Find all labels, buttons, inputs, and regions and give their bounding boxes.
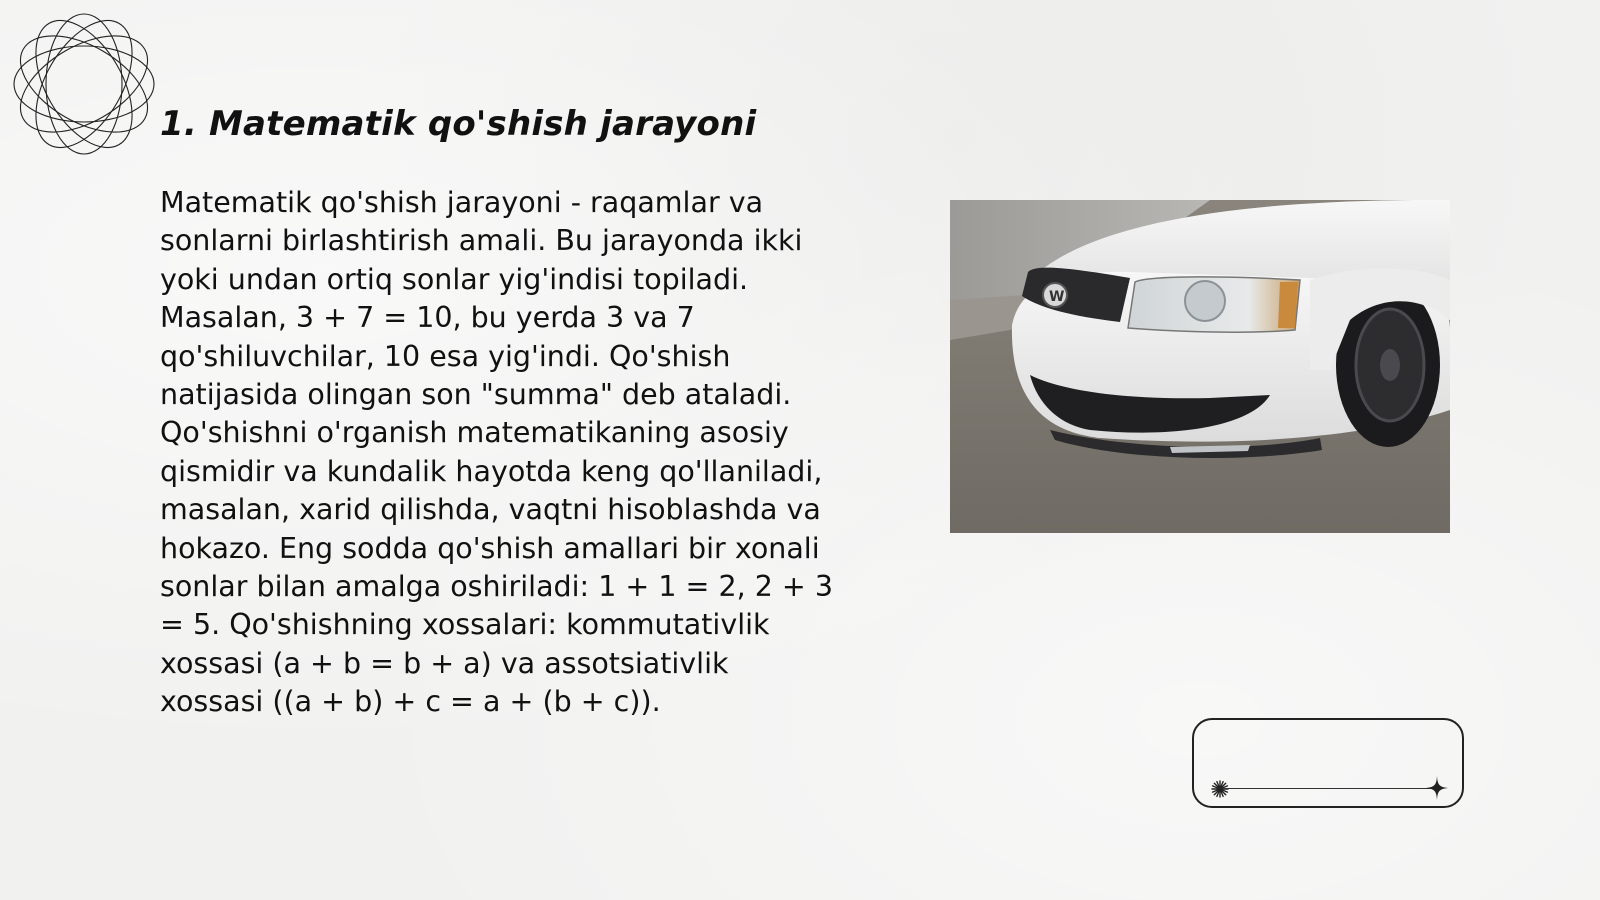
decorative-line: [1222, 788, 1436, 789]
slide-title: 1. Matematik qo'shish jarayoni: [160, 104, 757, 144]
sparkle-cross-icon: [1426, 776, 1448, 800]
svg-text:W: W: [1049, 289, 1065, 305]
slide-body-text: Matematik qo'shish jarayoni - raqamlar va sonlarni birlashtirish amali. Bu jarayonda ikki yoki undan ortiq sonlar yig'indisi topiladi. Masalan, 3 + 7 = 10, bu yerda 3 va 7 qo'shiluvchilar, 10 esa yig'indi. Qo'shish natijasida olingan son "summa" deb ataladi. Qo'shishni o'rganish matematikaning asosiy qismidir va kundalik hayotda keng qo'llaniladi, masalan, xarid qilishda, vaqtni hisoblashda va hokazo. Eng sodda qo'shish amallari bir xonali sonlar bilan amalga oshiriladi: 1 + 1 = 2, 2 + 3 = 5. Qo'shishning xossalari: kommutativlik xossasi (a + b = b + a) va assotsiativlik xossasi ((a + b) + c = a + (b + c)).: [160, 186, 833, 719]
starburst-icon: [1210, 779, 1230, 799]
car-photo: [950, 200, 1450, 533]
decorative-frame: [1192, 718, 1464, 808]
spirograph-ornament-icon: [10, 10, 158, 158]
